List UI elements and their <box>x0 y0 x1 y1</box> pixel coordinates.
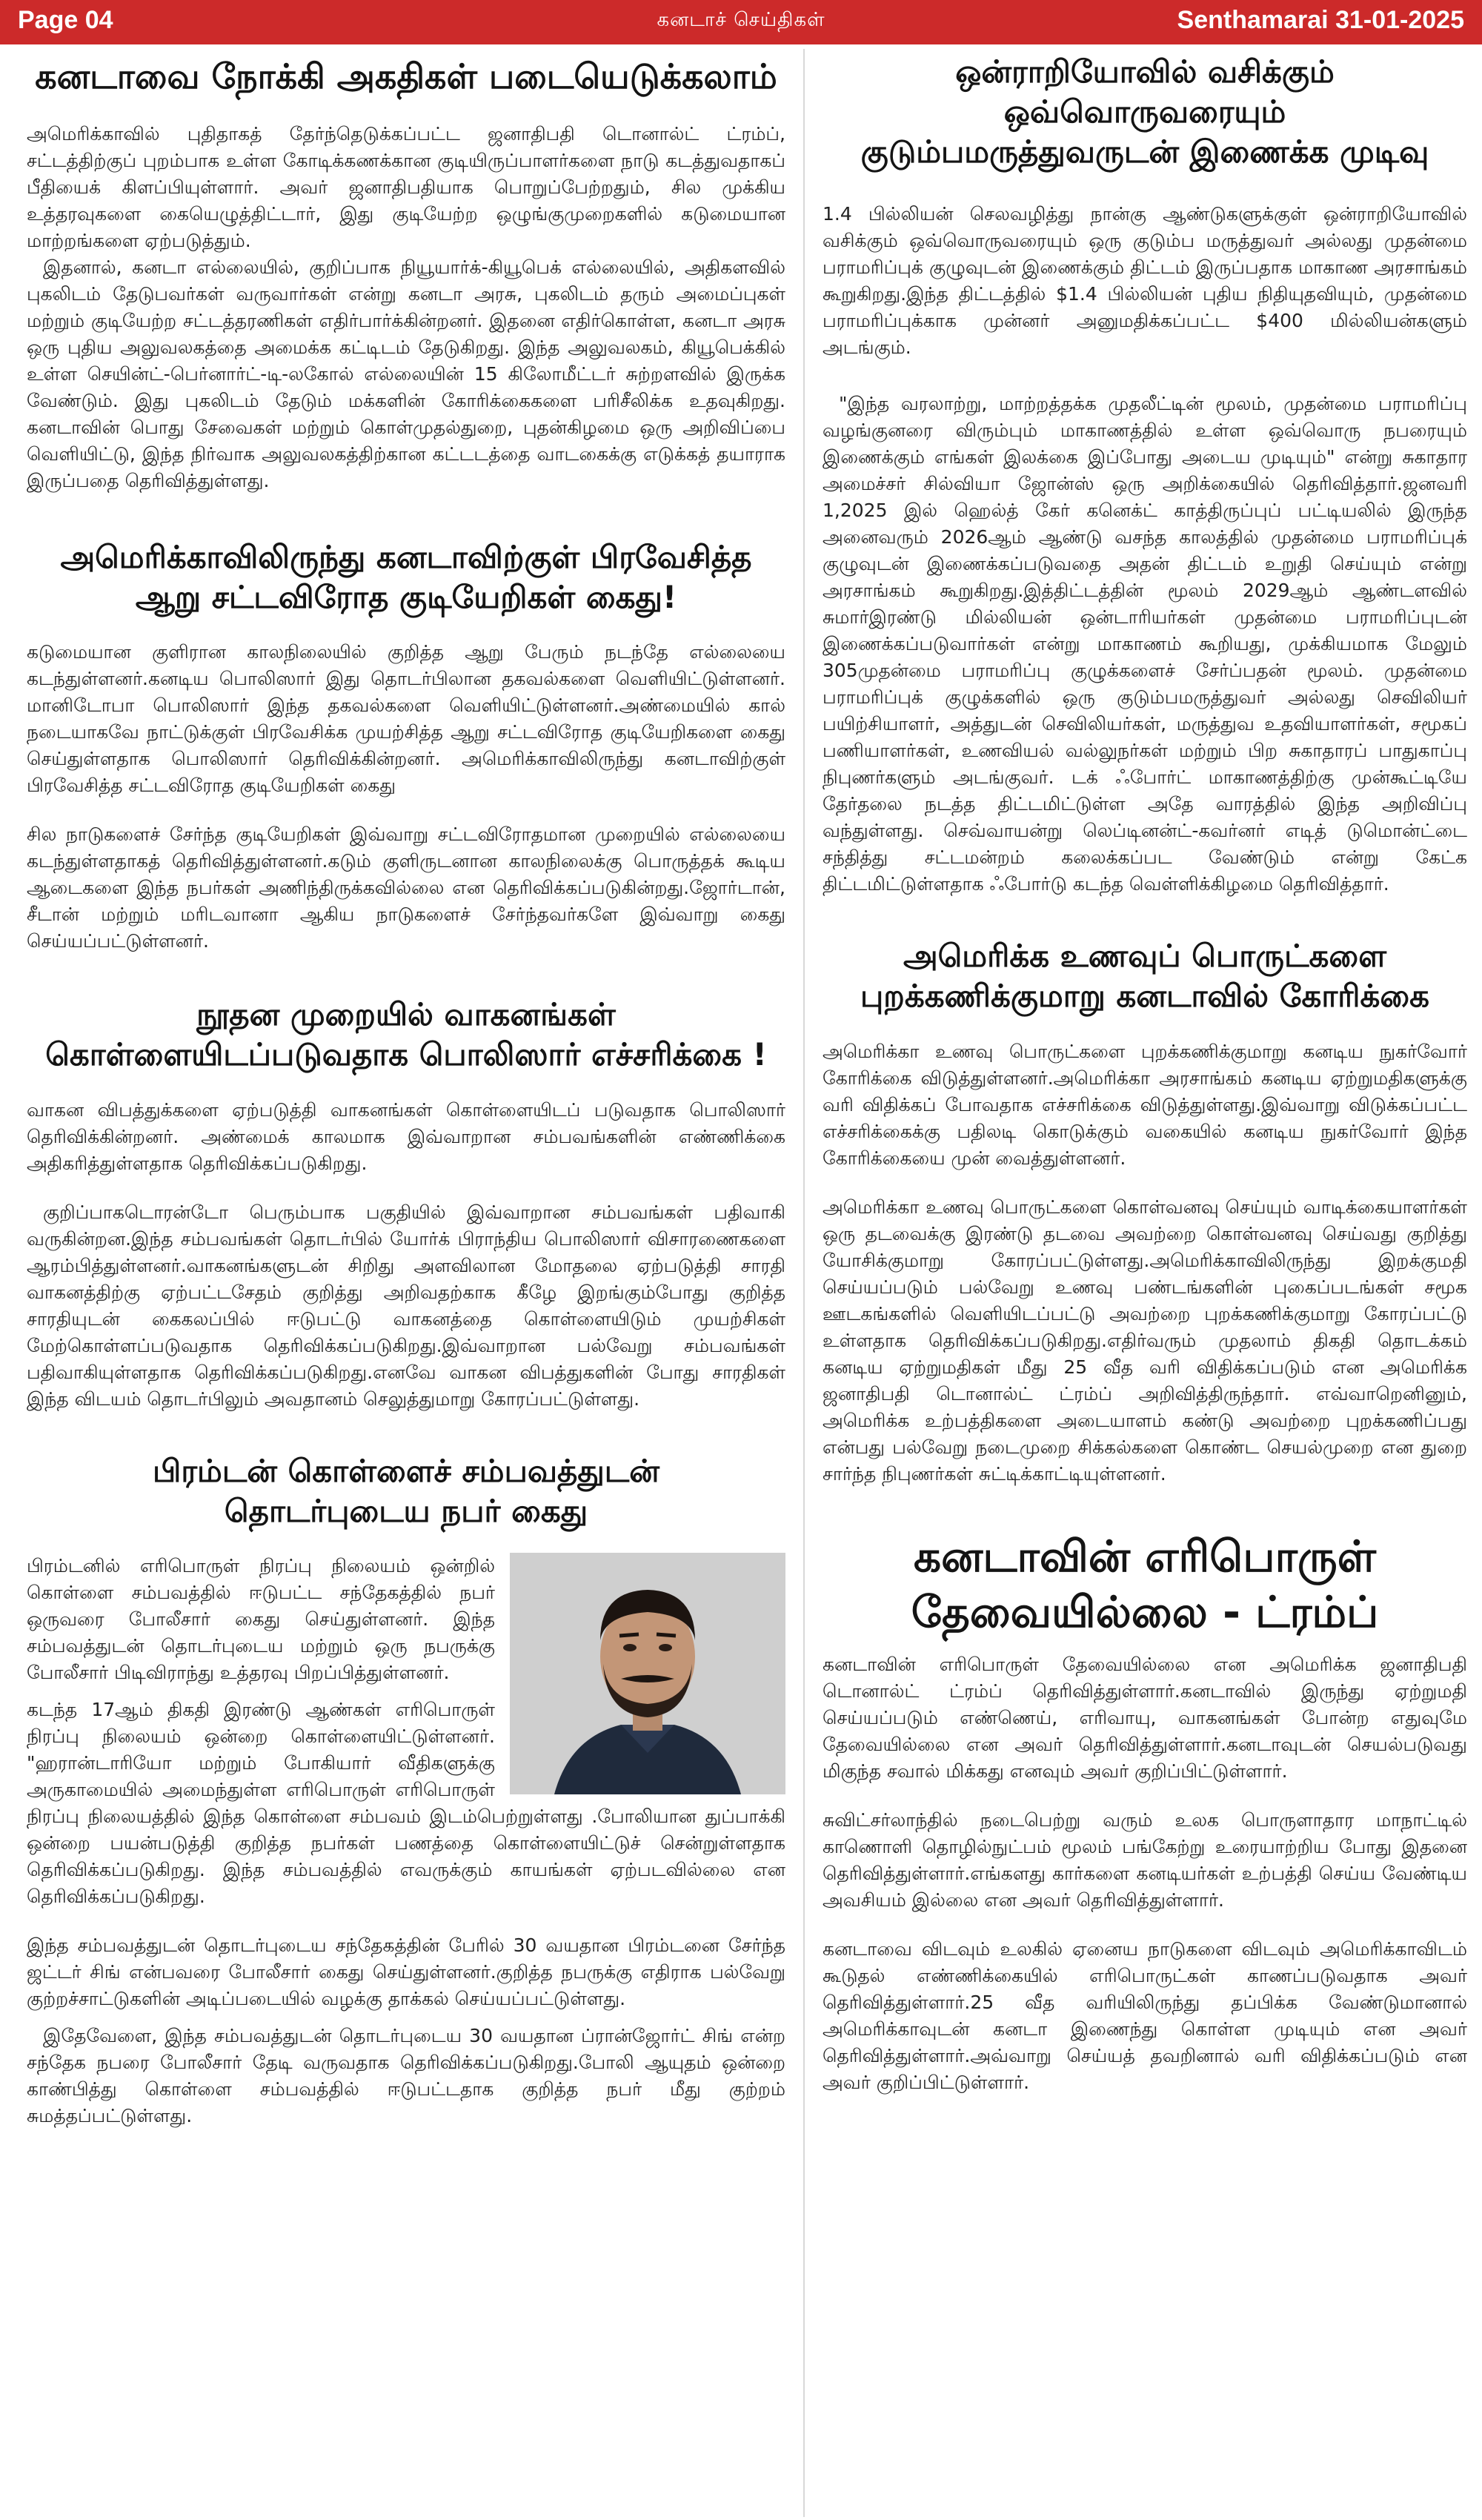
left-column <box>27 49 785 2517</box>
article-paragraph: சில நாடுகளைச் சேர்ந்த குடியேறிகள் இவ்வாறு சட்டவிரோதமான முறையில் எல்லையை கடந்துள்ளதாகத் தெரிவித்துள்ளனர்.கடும் குளிருடனான காலநிலைக்கு பொருத்தக் கூடிய ஆடைகளை இந்த நபர்கள் அணிந்திருக்கவில்லை என தெரிவிக்கப்படுகின்றது.ஜோர்டான், சீடான் மற்றும் மரிடவானா ஆகிய நாடுகளைச் சேர்ந்தவர்களே இவ்வாறு கைது செய்யப்பட்டுள்ளனர். <box>27 823 785 952</box>
headline-line-1: பிரம்டன் கொள்ளைச் சம்பவத்துடன் <box>153 1452 659 1489</box>
article-paragraph: கனடாவை விடவும் உலகில் ஏனைய நாடுகளை விடவும் அமெரிக்காவிடம் கூடுதல் எண்ணிக்கையில் எரிபொருட்கள் காணப்படுவதாக அவர் தெரிவித்துள்ளார்.25 வீத வரியிலிருந்து தப்பிக்க வேண்டுமானால் அமெரிக்காவுடன் கனடா இணைந்து கொள்ள முடியும் என அவர் தெரிவித்துள்ளார்.அவ்வாறு செய்யத் தவறினால் வரி விதிக்கப்படும் என அவர் குறிப்பிட்டுள்ளார். <box>823 1937 1467 2093</box>
headline-line-2: தொடர்புடைய நபர் கைது <box>224 1492 588 1529</box>
article-paragraph: அமெரிக்கா உணவு பொருட்களை கொள்வனவு செய்யும் வாடிக்கையாளர்கள் ஒரு தடவைக்கு இரண்டு தடவை அவற்றை கொள்வனவு செய்வது குறித்து யோசிக்குமாறு கோரப்பட்டுள்ளது.அமெரிக்காவிலிருந்து இறக்குமதி செய்யப்படும் பல்வேறு உணவு பண்டங்களின் புகைப்படங்கள் சமூக ஊடகங்களில் வெளியிடப்பட்டு அவற்றை புறக்கணிக்குமாறு கோரப்பட்டு உள்ளதாக தெரிவிக்கப்படுகிறது.எதிர்வரும் முதலாம் திகதி தொடக்கம் கனடிய ஏற்றுமதிகள் மீது 25 வீத வரி விதிக்கப்படும் என அமெரிக்க ஜனாதிபதி டொனால்ட் ட்ரம்ப் அறிவித்திருந்தார். எவ்வாறெனினும், அமெரிக்க உற்பத்திகளை அடையாளம் கண்டு அவற்றை புறக்கணிப்பது என்பது பல்வேறு நடைமுறை சிக்கல்களை கொண்ட செயல்முறை என துறை சார்ந்த நிபுணர்கள் சுட்டிக்காட்டியுள்ளனர். <box>823 1196 1467 1485</box>
article-vehicle-theft <box>27 995 785 1413</box>
article-paragraph: சுவிட்சர்லாந்தில் நடைபெற்று வரும் உலக பொருளாதார மாநாட்டில் காணொளி தொழில்நுட்பம் மூலம் பங்கேற்று உரையாற்றிய போது இதனை தெரிவித்துள்ளார்.எங்களது கார்களை கனடியர்கள் உற்பத்தி செய்ய வேண்டிய அவசியம் இல்லை என அவர் தெரிவித்துள்ளார். <box>823 1808 1467 1911</box>
page-header <box>0 0 1482 44</box>
headline-line-2: புறக்கணிக்குமாறு கனடாவில் கோரிக்கை <box>860 978 1430 1014</box>
article-brampton-robbery <box>27 1451 785 2130</box>
article-paragraph: இதேவேளை, இந்த சம்பவத்துடன் தொடர்புடைய 30 வயதான ப்ரான்ஜோர்ட் சிங் என்ற சந்தேக நபரை போலீசார் தேடி வருவதாக தெரிவிக்கப்படுகிறது.போலி ஆயுதம் ஒன்றை காண்பித்து கொள்ளை சம்பவத்தில் ஈடுபட்டதாக குறித்த நபர் மீது குற்றம் சுமத்தப்பட்டுள்ளது. <box>27 2025 785 2127</box>
headline-line-2: குடும்பமருத்துவருடன் இணைக்க முடிவு <box>860 133 1429 170</box>
article-paragraph: கடந்த 17ஆம் திகதி இரண்டு ஆண்கள் எரிபொருள் நிரப்பு நிலையம் ஒன்றை கொள்ளையிட்டுள்ளனர். "ஹரான்டாரியோ மற்றும் போகியார் வீதிகளுக்கு அருகாமையில் அமைந்துள்ள எரிபொருள் எரிபொருள் நிரப்பு நிலையத்தில் இந்த கொள்ளை சம்பவம் இடம்பெற்றுள்ளது .போலியான துப்பாக்கி ஒன்றை பயன்படுத்தி குறித்த நபர்கள் பணத்தை கொள்ளையிட்டுச் சென்றுள்ளதாக தெரிவிக்கப்படுகிறது. இந்த சம்பவத்தில் எவருக்கும் காயங்கள் ஏற்படவில்லை என தெரிவிக்கப்படுகிறது. <box>27 1699 785 1908</box>
page-number: Page 04 <box>18 6 113 34</box>
headline-line-2: கொள்ளையிடப்படுவதாக பொலிஸார் எச்சரிக்கை ! <box>45 1036 767 1073</box>
headline-line-1: ஒன்ராறியோவில் வசிக்கும் ஒவ்வொருவரையும் <box>955 53 1335 130</box>
headline-line-1: அமெரிக்காவிலிருந்து கனடாவிற்குள் பிரவேசித்த <box>60 538 752 575</box>
article-paragraph: அமெரிக்காவில் புதிதாகத் தேர்ந்தெடுக்கப்பட்ட ஜனாதிபதி டொனால்ட் ட்ரம்ப், சட்டத்திற்குப் புறம்பாக உள்ள கோடிக்கணக்கான குடியிருப்பாளர்களை நாடு கடத்துவதாகப் பீதியைக் கிளப்பியுள்ளார். அவர் ஜனாதிபதியாக பொறுப்பேற்றதும், சில முக்கிய உத்தரவுகளை கையெழுத்திட்டார், இது குடியேற்ற ஒழுங்குமுறைகளில் கடுமையான மாற்றங்களை ஏற்படுத்தும். <box>27 122 785 251</box>
column-divider <box>803 49 805 2517</box>
headline: கனடாவை நோக்கி அகதிகள் படையெடுக்கலாம் <box>35 56 777 96</box>
article-trump-fuel <box>823 1529 1467 2096</box>
article-paragraph: "இந்த வரலாற்று, மாற்றத்தக்க முதலீட்டின் மூலம், முதன்மை பராமரிப்பு வழங்குனரை விரும்பும் மாகாணத்தில் உள்ள ஒவ்வொரு நபரையும் இணைக்கும் எங்கள் இலக்கை இப்போது அடைய முடியும்" என்று சுகாதார அமைச்சர் சில்வியா ஜோன்ஸ் ஒரு அறிக்கையில் தெரிவித்தார்.ஜனவரி 1,2025 இல் ஹெல்த் கேர் கனெக்ட் காத்திருப்புப் பட்டியலில் இருந்த அனைவரும் 2026ஆம் ஆண்டு வசந்த காலத்தில் முதன்மை பராமரிப்புக் குழுவுடன் இணைக்கப்படுவதை அதன் திட்டம் உறுதி செய்யும் என்று அரசாங்கம் கூறுகிறது.இத்திட்டத்தின் மூலம் 2029ஆம் ஆண்டளவில் சுமார்இரண்டு மில்லியன் ஒன்டாரியர்கள் முதன்மை பராமரிப்புடன் இணைக்கப்படுவார்கள் என்று மாகாணம் கூறியது, முக்கியமாக மேலும் 305முதன்மை பராமரிப்பு குழுக்களைச் சேர்ப்பதன் மூலம். முதன்மை பராமரிப்புக் குழுக்களில் ஒரு குடும்பமருத்துவர் அல்லது செவிலியர் பயிற்சியாளர், அத்துடன் செவிலியர்கள், மருத்துவ உதவியாளர்கள், சமூகப் பணியாளர்கள், உணவியல் வல்லுநர்கள் மற்றும் பிற சுகாதாரப் பாதுகாப்பு நிபுணர்களும் அடங்குவர். டக் ஃபோர்ட் மாகாணத்திற்கு முன்கூட்டியே தேர்தலை நடத்த திட்டமிட்டுள்ள அதே வாரத்தில் இந்த அறிவிப்பு வந்துள்ளது. செவ்வாயன்று லெப்டினன்ட்-கவர்னர் எடித் டுமொன்ட்டை சந்தித்து சட்டமன்றம் கலைக்கப்பட வேண்டும் என்று கேட்க திட்டமிட்டுள்ளதாக ஃபோர்டு கடந்த வெள்ளிக்கிழமை தெரிவித்தார். <box>823 393 1467 895</box>
right-column <box>823 49 1467 2517</box>
article-paragraph: 1.4 பில்லியன் செலவழித்து நான்கு ஆண்டுகளுக்குள் ஒன்ராறியோவில் வசிக்கும் ஒவ்வொருவரையும் ஒரு குடும்ப மருத்துவர் அல்லது முதன்மை பராமரிப்புக் குழுவுடன் இணைக்கும் திட்டம் இருப்பதாக மாகாண அரசாங்கம் கூறுகிறது.இந்த திட்டத்தில் $1.4 பில்லியன் புதிய நிதியுதவியும், முதன்மை பராமரிப்புக்காக முன்னர் அனுமதிக்கப்பட்ட $400 மில்லியன்களும் அடங்கும். <box>823 203 1467 359</box>
article-family-doctor <box>823 52 1467 898</box>
article-boycott-us-food <box>823 936 1467 1488</box>
article-refugees <box>27 55 785 494</box>
article-paragraph: பிரம்டனில் எரிபொருள் நிரப்பு நிலையம் ஒன்றில் கொள்ளை சம்பவத்தில் ஈடுபட்ட சந்தேகத்தில் நபர் ஒருவரை போலீசார் கைது செய்துள்ளனர். இந்த சம்பவத்துடன் தொடர்புடைய மற்றும் ஒரு நபருக்கு போலீசார் பிடிவிராந்து உத்தரவு பிறப்பித்துள்ளனர். <box>27 1555 495 1684</box>
article-paragraph: இந்த சம்பவத்துடன் தொடர்புடைய சந்தேகத்தின் பேரில் 30 வயதான பிரம்டனை சேர்ந்த ஜட்டர் சிங் என்பவரை போலீசார் கைது செய்துள்ளனர்.குறித்த நபருக்கு எதிராக பல்வேறு குற்றச்சாட்டுகளின் அடிப்படையில் வழக்கு தாக்கல் செய்யப்பட்டுள்ளது. <box>27 1934 785 2010</box>
article-paragraph: வாகன விபத்துக்களை ஏற்படுத்தி வாகனங்கள் கொள்ளையிடப் படுவதாக பொலிஸார் தெரிவிக்கின்றனர். அண்மைக் காலமாக இவ்வாறான சம்பவங்களின் எண்ணிக்கை அதிகரித்துள்ளதாக தெரிவிக்கப்படுகிறது. <box>27 1098 785 1174</box>
article-paragraph: அமெரிக்கா உணவு பொருட்களை புறக்கணிக்குமாறு கனடிய நுகர்வோர் கோரிக்கை விடுத்துள்ளனர்.அமெரிக்கா அரசாங்கம் கனடிய ஏற்றுமதிகளுக்கு வரி விதிக்கப் போவதாக எச்சரிக்கை விடுத்துள்ளது.இவ்வாறு விடுக்கப்பட்ட எச்சரிக்கைக்கு பதிலடி கொடுக்கும் வகையில் கனடிய நுகர்வோர் இந்த கோரிக்கையை முன் வைத்துள்ளனர். <box>823 1040 1467 1169</box>
headline-line-2: ஆறு சட்டவிரோத குடியேறிகள் கைது! <box>135 578 677 615</box>
article-paragraph: கடுமையான குளிரான காலநிலையில் குறித்த ஆறு பேரும் நடந்தே எல்லையை கடந்துள்ளனர்.கனடிய பொலிஸார் இது தொடர்பிலான தகவல்களை வெளியிட்டுள்ளனர். மானிடோபா பொலிஸார் இந்த தகவல்களை வெளியிட்டுள்ளனர்.அண்மையில் கால் நடையாகவே நாட்டுக்குள் பிரவேசிக்க முயற்சித்த ஆறு சட்டவிரோத குடியேறிகளை கைது செய்துள்ளதாக பொலிஸார் தெரிவிக்கின்றனர். அமெரிக்காவிலிருந்து கனடாவிற்குள் பிரவேசித்த சட்டவிரோத குடியேறிகள் கைது <box>27 641 785 797</box>
headline-line-1: கனடாவின் எரிபொருள் <box>914 1531 1376 1582</box>
headline-line-1: அமெரிக்க உணவுப் பொருட்களை <box>903 938 1387 975</box>
suspect-photo <box>510 1553 785 1794</box>
article-paragraph: குறிப்பாகடொரன்டோ பெரும்பாக பகுதியில் இவ்வாறான சம்பவங்கள் பதிவாகி வருகின்றன.இந்த சம்பவங்கள் தொடர்பில் யோர்க் பிராந்திய பொலிஸார் விசாரணைகளை ஆரம்பித்துள்ளனர்.வாகனங்களுடன் சிறிது அளவிலான மோதலை ஏற்படுத்தி சாரதி வாகனத்திற்கு ஏற்பட்டசேதம் குறித்து அறிவதற்காக கீழே இறங்கும்போது குறித்த சாரதியுடன் கைகலப்பில் ஈடுபட்டு வாகனத்தை கொள்ளையிடும் முயற்சிகள் மேற்கொள்ளப்படுவதாக தெரிவிக்கப்படுகிறது.இவ்வாறான பல்வேறு சம்பவங்கள் பதிவாகியுள்ளதாக தெரிவிக்கப்படுகிறது.எனவே வாகன விபத்துகளின் போது சாரதிகள் இந்த விடயம் தொடர்பிலும் அவதானம் செலுத்துமாறு கோரப்பட்டுள்ளது. <box>27 1201 785 1410</box>
article-illegal-migrants <box>27 537 785 955</box>
article-paragraph: இதனால், கனடா எல்லையில், குறிப்பாக நியூயார்க்-கியூபெக் எல்லையில், அதிகளவில் புகலிடம் தேடுபவர்கள் வருவார்கள் என்று கனடா அரசு, புகலிடம் தரும் அமைப்புகள் மற்றும் குடியேற்ற சட்டத்தரணிகள் எதிர்பார்க்கின்றனர். இதனை எதிர்கொள்ள, கனடா அரசு ஒரு புதிய அலுவலகத்தை அமைக்க கட்டிடம் தேடுகிறது. இந்த அலுவலகம், கியூபெக்கில் உள்ள செயின்ட்-பெர்னார்ட்-டி-லகோல் எல்லையின் 15 கிலோமீட்டர் சுற்றளவில் இருக்க வேண்டும். இது புகலிடம் தேடும் மக்களின் கோரிக்கைகளை பரிசீலிக்க உதவுகிறது. கனடாவின் பொது சேவைகள் மற்றும் கொள்முதல்துறை, புதன்கிழமை ஒரு அறிவிப்பை வெளியிட்டு, இந்த நிர்வாக அலுவலகத்திற்கான கட்டடத்தை வாடகைக்கு எடுக்கத் தயாராக இருப்பதை தெரிவித்துள்ளது. <box>27 256 785 491</box>
headline-line-2: தேவையில்லை - ட்ரம்ப் <box>911 1587 1379 1638</box>
headline-line-1: நூதன முறையில் வாகனங்கள் <box>196 996 616 1033</box>
article-paragraph: கனடாவின் எரிபொருள் தேவையில்லை என அமெரிக்க ஜனாதிபதி டொனால்ட் ட்ரம்ப் தெரிவித்துள்ளார்.கனடாவில் இருந்து ஏற்றுமதி செய்யப்படும் எண்ணெய், எரிவாயு, வாகனங்கள் போன்ற எதுவுமே தேவையில்லை என அவர் தெரிவித்துள்ளார்.கனடாவுடன் செயல்படுவது மிகுந்த சவால் மிக்கது எனவும் அவர் குறிப்பிட்டுள்ளார். <box>823 1653 1467 1782</box>
masthead-date: Senthamarai 31-01-2025 <box>1177 6 1464 34</box>
section-title: கனடாச் செய்திகள் <box>657 9 825 31</box>
